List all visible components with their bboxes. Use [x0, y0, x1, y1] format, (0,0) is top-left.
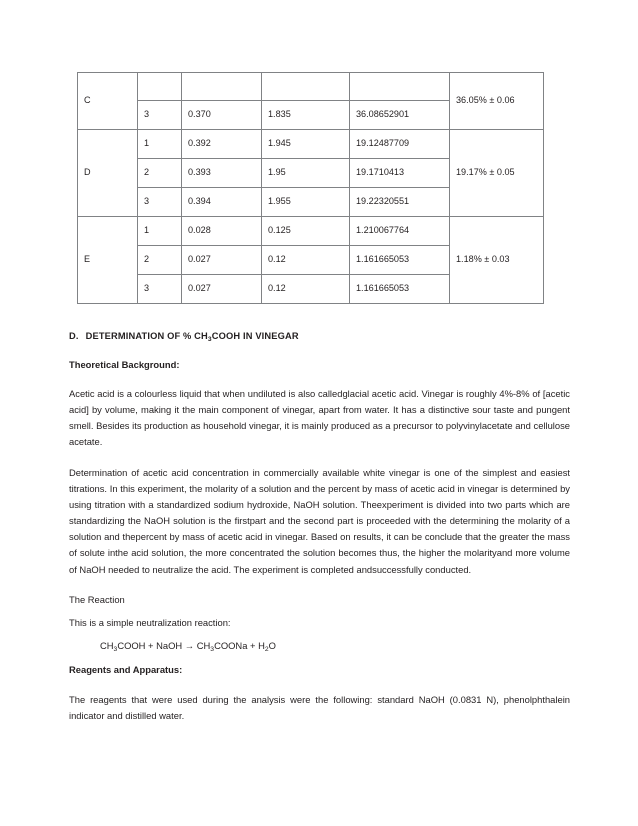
- trial-cell: 3: [138, 188, 182, 217]
- volume-cell: 1.945: [262, 130, 350, 159]
- trial-cell: 1: [138, 130, 182, 159]
- group-label-cell: D: [78, 130, 138, 217]
- results-table-body: [78, 73, 544, 304]
- trial-cell: [138, 73, 182, 101]
- percent-cell: 1.210067764: [350, 217, 450, 246]
- volume-cell: 1.95: [262, 159, 350, 188]
- equation-subscript-1: 3: [113, 645, 118, 653]
- mass-cell: [182, 73, 262, 101]
- mass-cell: 0.028: [182, 217, 262, 246]
- average-cell: 1.18% ± 0.03: [450, 217, 544, 304]
- percent-cell: 19.1710413: [350, 159, 450, 188]
- reaction-equation: [69, 638, 570, 654]
- volume-cell: 0.125: [262, 217, 350, 246]
- equation-part-3: COONa + H: [214, 640, 265, 652]
- percent-cell: 1.161665053: [350, 246, 450, 275]
- theoretical-background-paragraph-2: Determination of acetic acid concentration in commercially available white vinegar is one of the simplest and easiest titrations. In this experiment, the molarity of a solution and the percent by mass of acetic acid in vinegar is determined by using titration with a standardized sodium hydroxide, NaOH solution. Theexperiment is divided into two parts which are standardizing the NaOH solution is the firstpart and the second part is proceeded with the determining the molarity of a solution and thepercent by mass of acetic acid in vinegar. Based on results, it can be conclude that the greater the mass of solute inthe acid solution, the more concentrated the solution becomes thus, the higher the molarityand more volume of NaOH needed to neutralize the acid. The experiment is completed andsuccessfully conducted.: [69, 466, 570, 575]
- trial-cell: 2: [138, 159, 182, 188]
- group-label-cell: E: [78, 217, 138, 304]
- table-row: [78, 130, 544, 159]
- mass-cell: 0.027: [182, 275, 262, 304]
- equation-subscript-2: 3: [210, 645, 215, 653]
- volume-cell: 1.955: [262, 188, 350, 217]
- mass-cell: 0.370: [182, 101, 262, 130]
- volume-cell: 1.835: [262, 101, 350, 130]
- trial-cell: 1: [138, 217, 182, 246]
- percent-cell: 19.22320551: [350, 188, 450, 217]
- trial-cell: 2: [138, 246, 182, 275]
- equation-part-1: CH: [100, 640, 114, 652]
- average-cell: 19.17% ± 0.05: [450, 130, 544, 217]
- section-letter: D.: [69, 331, 79, 341]
- results-table: [77, 72, 544, 304]
- mass-cell: 0.027: [182, 246, 262, 275]
- equation-part-4: O: [268, 640, 276, 652]
- reagents-heading: Reagents and Apparatus:: [69, 664, 183, 676]
- reagents-paragraph: The reagents that were used during the analysis were the following: standard NaOH (0.0831 N), phenolphthalein indicator and distilled water.: [69, 693, 570, 721]
- equation-subscript-3: 2: [264, 645, 269, 653]
- mass-cell: 0.393: [182, 159, 262, 188]
- theoretical-background-heading: Theoretical Background:: [69, 358, 180, 370]
- percent-cell: 36.08652901: [350, 101, 450, 130]
- document-body: [69, 330, 570, 738]
- volume-cell: 0.12: [262, 246, 350, 275]
- percent-cell: 19.12487709: [350, 130, 450, 159]
- table-row: [78, 217, 544, 246]
- reaction-heading: The Reaction: [69, 593, 125, 605]
- average-cell: 36.05% ± 0.06: [450, 73, 544, 130]
- equation-part-2: COOH + NaOH → CH: [117, 640, 211, 652]
- percent-cell: 1.161665053: [350, 275, 450, 304]
- reaction-intro: This is a simple neutralization reaction:: [69, 616, 231, 628]
- mass-cell: 0.394: [182, 188, 262, 217]
- trial-cell: 3: [138, 275, 182, 304]
- section-heading: [69, 330, 570, 343]
- mass-cell: 0.392: [182, 130, 262, 159]
- section-title-post: COOH IN VINEGAR: [211, 331, 299, 341]
- section-title-pre: DETERMINATION OF % CH: [85, 331, 208, 341]
- section-title-subscript: 3: [207, 335, 212, 343]
- trial-cell: 3: [138, 101, 182, 130]
- group-label-cell: C: [78, 73, 138, 130]
- percent-cell: [350, 73, 450, 101]
- volume-cell: 0.12: [262, 275, 350, 304]
- theoretical-background-paragraph-1: Acetic acid is a colourless liquid that when undiluted is also calledglacial acetic acid. Vinegar is roughly 4%-8% of [acetic acid] by volume, making it the main component of vinegar, apart from water. It has a distinctive sour taste and pungent smell. Besides its production as household vinegar, it is mainly produced as a precursor to polyvinylacetate and cellulose acetate.: [69, 387, 570, 448]
- table-row: [78, 73, 544, 101]
- volume-cell: [262, 73, 350, 101]
